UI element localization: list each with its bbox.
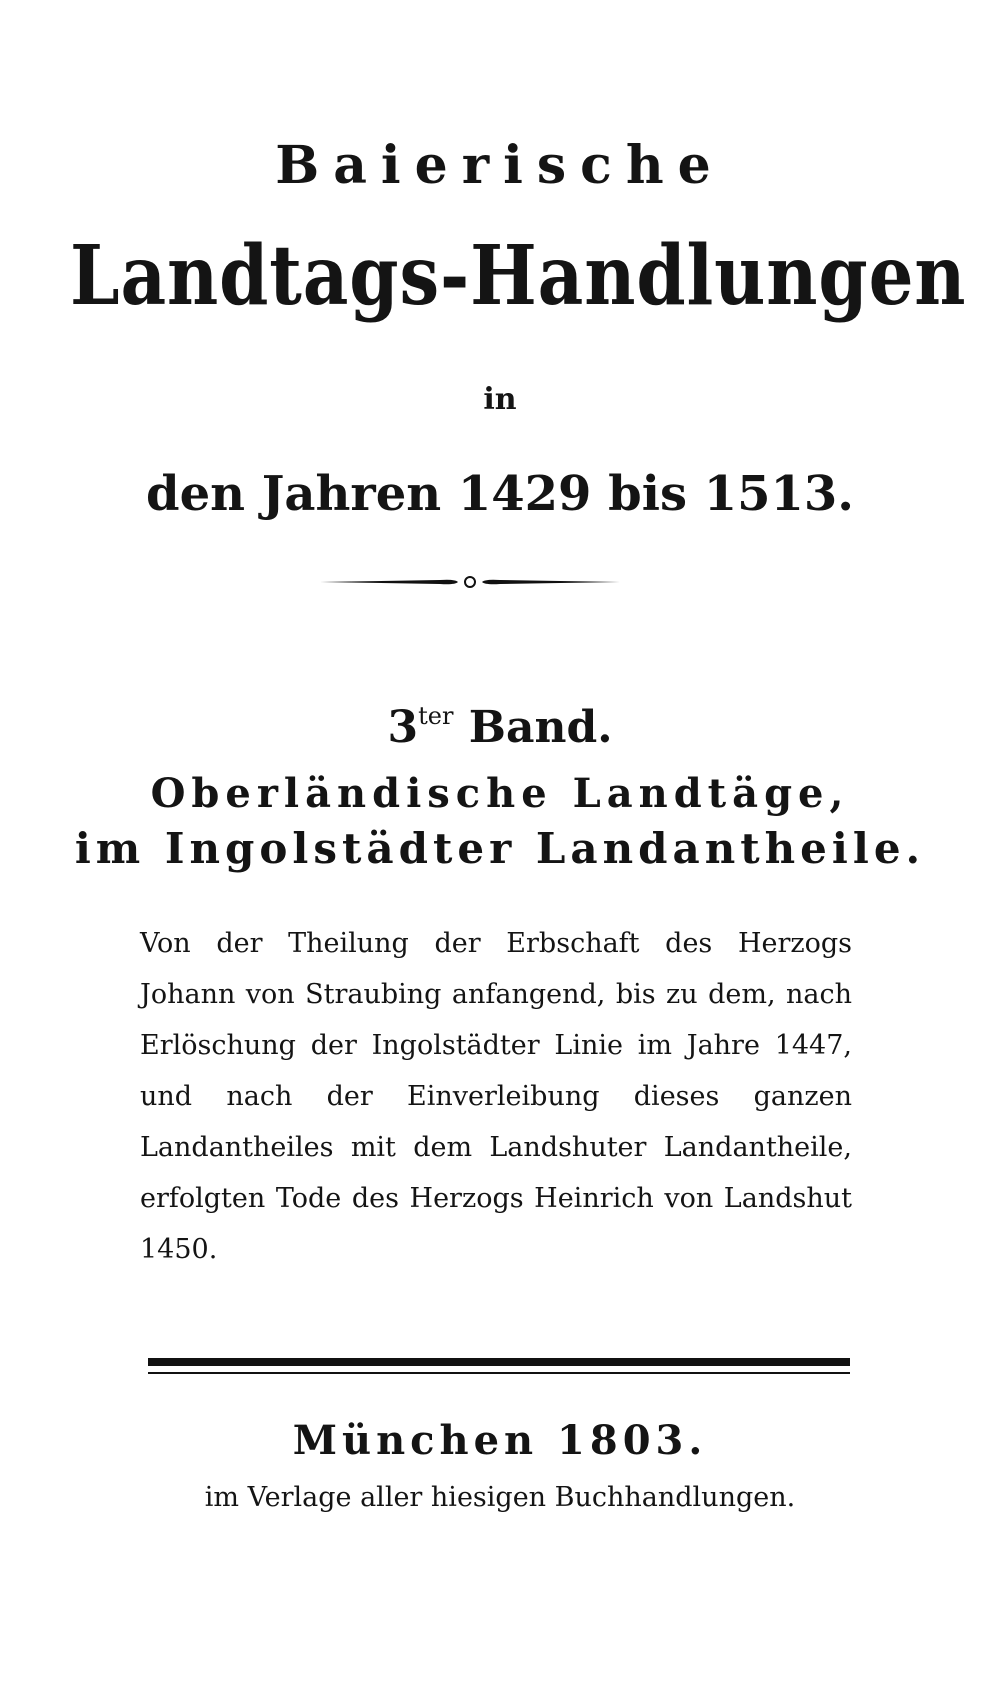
ornament-divider bbox=[320, 570, 620, 594]
imprint-city-year: München 1803. bbox=[292, 1417, 708, 1464]
main-title: Landtags-Handlungen bbox=[70, 228, 967, 324]
imprint-publisher: im Verlage aller hiesigen Buchhandlungen. bbox=[204, 1482, 796, 1513]
title-line-4: den Jahren 1429 bis 1513. bbox=[146, 466, 854, 522]
volume-subtitle-1: Oberländische Landtäge, bbox=[150, 770, 850, 817]
volume-subtitle-2: im Ingolstädter Landantheile. bbox=[74, 824, 926, 873]
title-line-1: Baierische bbox=[275, 135, 725, 196]
divider-thick bbox=[148, 1358, 850, 1366]
volume-word: Band. bbox=[468, 702, 613, 753]
volume-superscript: ter bbox=[418, 702, 454, 730]
divider-thin bbox=[148, 1372, 850, 1374]
volume-heading bbox=[0, 702, 1000, 753]
volume-number: 3 bbox=[387, 702, 419, 753]
description-paragraph: Von der Theilung der Erbschaft des Herzogs Johann von Straubing anfangend, bis zu dem, nach Erlöschung der Ingolstädter Linie im Jahre 1447, und nach der Einverleibung dieses ganzen Landantheiles mit dem Landshuter Landantheile, erfolgten Tode des Herzogs Heinrich von Landshut 1450. bbox=[140, 928, 852, 1265]
title-line-3: in bbox=[483, 382, 517, 417]
